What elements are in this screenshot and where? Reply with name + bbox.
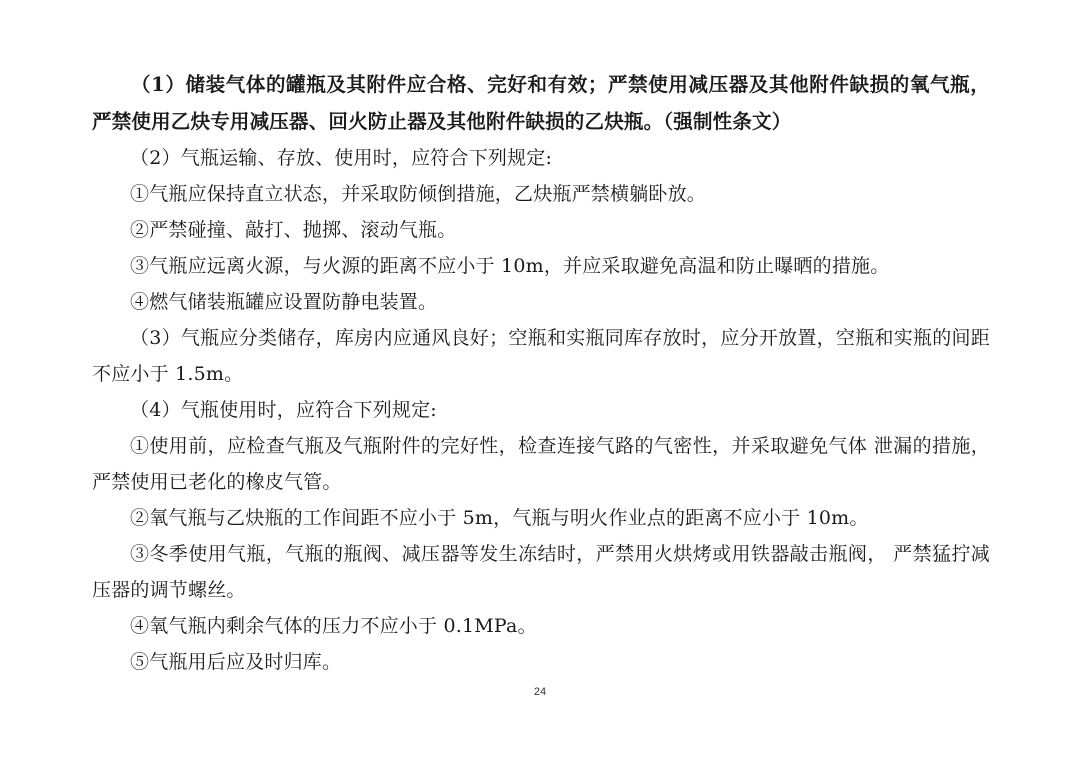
document-body	[92, 66, 990, 680]
paragraph-2-item-3: ③气瓶应远离火源，与火源的距离不应小于 10m，并应采取避免高温和防止曝晒的措施。	[130, 255, 890, 277]
paragraph-2-item-4: ④燃气储装瓶罐应设置防静电装置。	[130, 291, 438, 313]
paragraph-3: （3）气瓶应分类储存，库房内应通风良好；空瓶和实瓶同库存放时，应分开放置，空瓶和实瓶的间距不应小于 1.5m。	[92, 327, 990, 385]
paragraph-4-item-2: ②氧气瓶与乙炔瓶的工作间距不应小于 5m，气瓶与明火作业点的距离不应小于 10m。	[130, 507, 869, 529]
paragraph-1-mandatory-clause: （1）储装气体的罐瓶及其附件应合格、完好和有效；严禁使用减压器及其他附件缺损的氧气瓶，严禁使用乙炔专用减压器、回火防止器及其他附件缺损的乙炔瓶。（强制性条文）	[92, 73, 990, 133]
paragraph-2-item-1: ①气瓶应保持直立状态，并采取防倾倒措施，乙炔瓶严禁横躺卧放。	[130, 183, 707, 205]
paragraph-4-heading: （4）气瓶使用时，应符合下列规定:	[130, 399, 437, 421]
paragraph-4-item-1: ①使用前，应检查气瓶及气瓶附件的完好性，检查连接气路的气密性，并采取避免气体 泄漏的措施，严禁使用已老化的橡皮气管。	[92, 435, 990, 493]
paragraph-2-item-2: ②严禁碰撞、敲打、抛掷、滚动气瓶。	[130, 219, 457, 241]
paragraph-4-item-5: ⑤气瓶用后应及时归库。	[130, 651, 342, 673]
page-number: 24	[533, 686, 547, 698]
paragraph-2-heading: （2）气瓶运输、存放、使用时，应符合下列规定:	[130, 147, 553, 169]
paragraph-4-item-4: ④氧气瓶内剩余气体的压力不应小于 0.1MPa。	[130, 615, 537, 637]
paragraph-4-item-3: ③冬季使用气瓶，气瓶的瓶阀、减压器等发生冻结时，严禁用火烘烤或用铁器敲击瓶阀， 严禁猛拧减压器的调节螺丝。	[92, 543, 990, 601]
